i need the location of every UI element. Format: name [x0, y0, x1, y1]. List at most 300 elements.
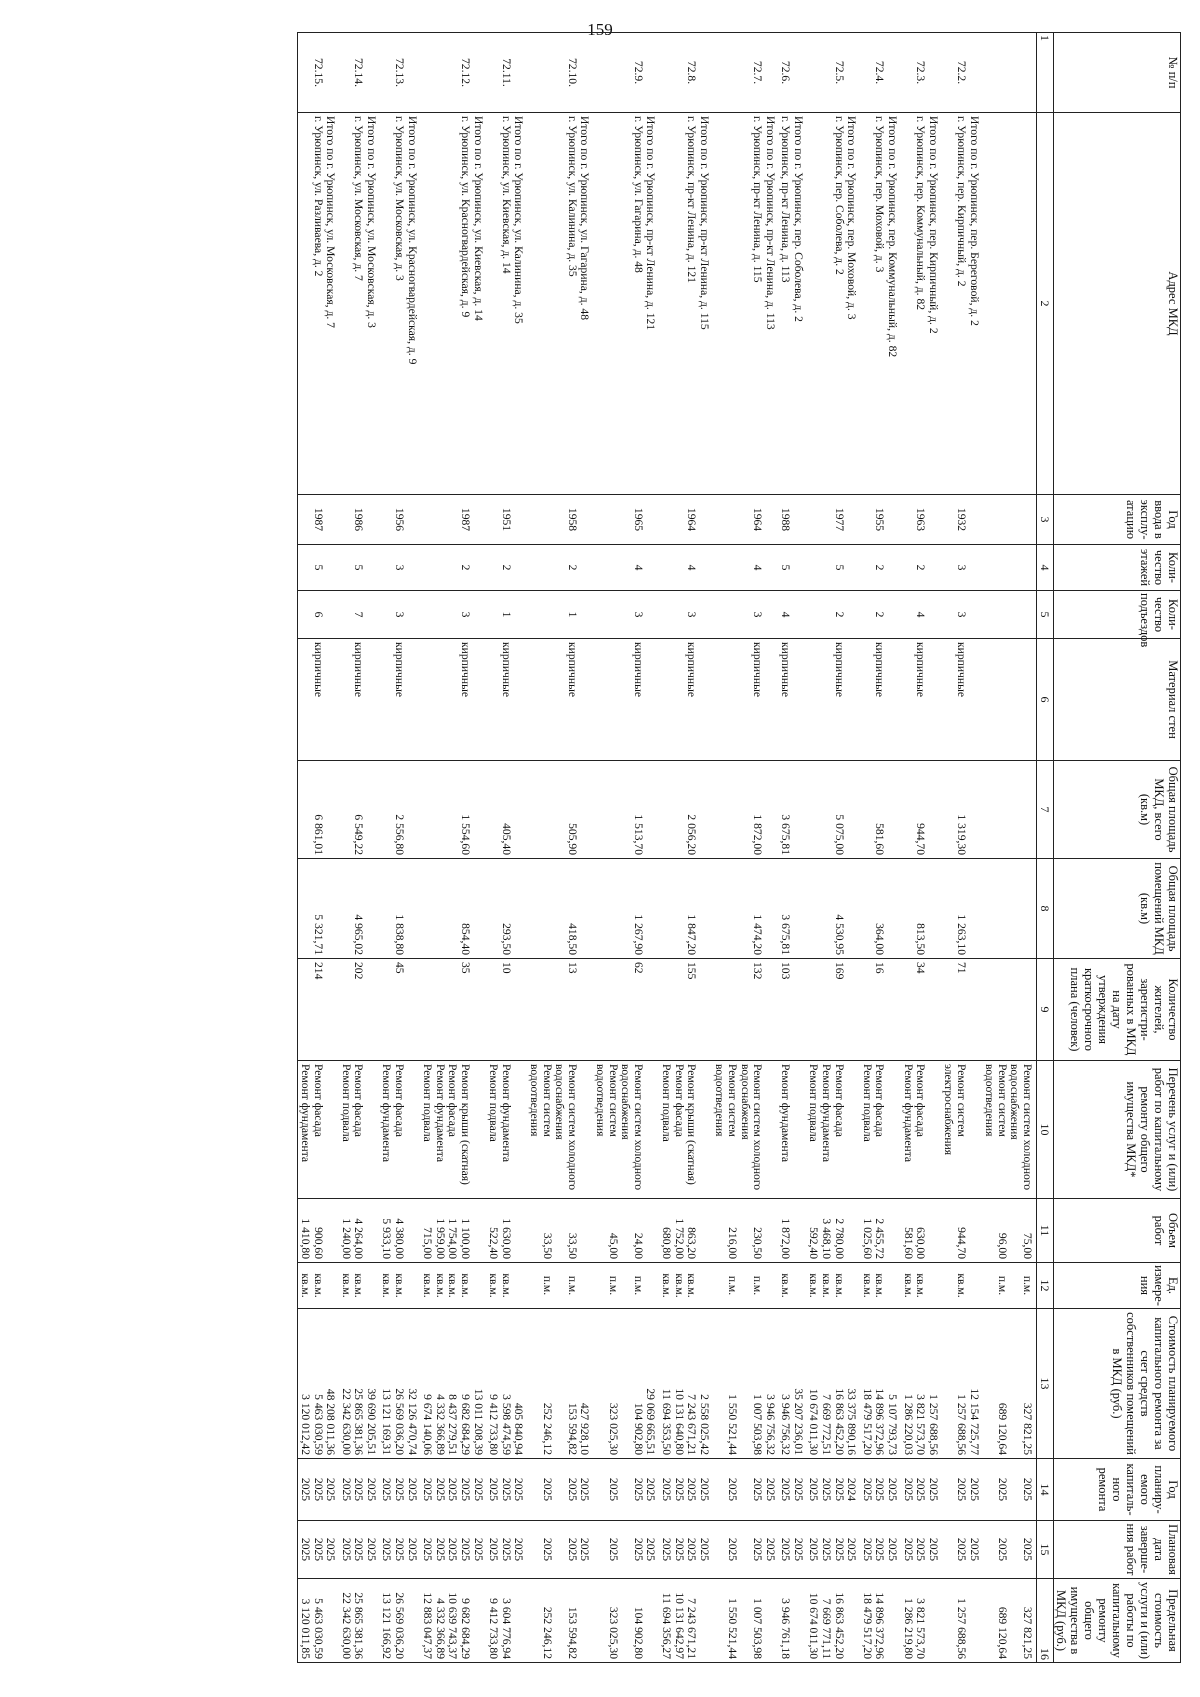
- row-repair-year-line: 2025: [672, 1477, 686, 1502]
- row-repair-year: [593, 1459, 618, 1521]
- row-limit-cost-line: 13 121 166,92: [380, 1592, 394, 1659]
- row-due-date-line: 2025: [393, 1537, 407, 1562]
- row-due-date: [619, 1521, 644, 1579]
- row-entrances: [593, 591, 618, 639]
- row-works: [405, 1061, 421, 1199]
- row-repair-year: [779, 1459, 792, 1521]
- row-floors: [885, 545, 901, 591]
- row-unit-line: кв.м.: [352, 1273, 366, 1298]
- row-repair-year-line: 2025: [955, 1477, 969, 1502]
- row-number: [578, 33, 594, 113]
- row-wall-material: [593, 639, 618, 761]
- row-limit-cost: [339, 1579, 364, 1663]
- row-limit-cost: [901, 1579, 926, 1663]
- row-floors: [405, 545, 421, 591]
- row-limit-cost: [619, 1579, 644, 1663]
- row-cost: [364, 1309, 380, 1459]
- row-floors: 2: [421, 545, 471, 591]
- row-unit-line: кв.м.: [832, 1273, 846, 1298]
- row-repair-year-line: 2025: [659, 1477, 673, 1502]
- row-year-built: 1956: [380, 495, 405, 545]
- row-unit: [967, 1263, 983, 1309]
- row-premises-area: 854,40: [421, 859, 471, 959]
- colnum-8: 8: [1037, 859, 1054, 959]
- row-entrances: 3: [738, 591, 763, 639]
- row-due-date-line: 2025: [967, 1537, 981, 1562]
- row-entrances: [1008, 591, 1037, 639]
- row-premises-area: 364,00: [860, 859, 885, 959]
- row-address: г. Урюпинск, ул. Московская, д. 3: [380, 113, 405, 495]
- colnum-2: 2: [1037, 113, 1054, 495]
- row-limit-cost-line: 1 007 503,98: [751, 1598, 765, 1659]
- row-volume-line: 1 025,60: [860, 1218, 874, 1259]
- colnum-15: 15: [1037, 1521, 1054, 1579]
- row-works-line: Ремонт фундамента: [779, 1064, 793, 1163]
- row-due-date: [593, 1521, 618, 1579]
- row-cost-line: 26 569 036,20: [393, 1388, 407, 1455]
- row-works: [578, 1061, 594, 1199]
- row-premises-area: 1 267,90: [619, 859, 644, 959]
- row-residents: [763, 959, 779, 1061]
- row-number: 72.9.: [619, 33, 644, 113]
- row-unit: [1008, 1263, 1037, 1309]
- header-wall-material: Материал стен: [1054, 639, 1181, 761]
- row-repair-year-line: 2025: [873, 1477, 887, 1502]
- row-due-date-line: 2025: [860, 1537, 874, 1562]
- row-entrances: [578, 591, 594, 639]
- row-works: [885, 1061, 901, 1199]
- header-total-area: Общая площадь МКД, всего (кв.м): [1054, 761, 1181, 859]
- row-premises-area: [364, 859, 380, 959]
- row-due-date: [942, 1521, 967, 1579]
- row-volume-line: 1 240,00: [339, 1218, 353, 1259]
- row-total-area: [578, 761, 594, 859]
- row-limit-cost: [578, 1579, 594, 1663]
- row-limit-cost: [659, 1579, 697, 1663]
- row-address: Итого по г. Урюпинск, пр-кт Ленина, д. 113: [763, 113, 779, 495]
- row-limit-cost-line: 252 246,12: [540, 1606, 554, 1659]
- row-unit-line: кв.м.: [955, 1273, 969, 1298]
- row-year-built: [644, 495, 660, 545]
- row-number: [512, 33, 528, 113]
- row-cost-line: 153 594,82: [565, 1402, 579, 1455]
- row-limit-cost-line: 10 639 743,37: [446, 1592, 460, 1659]
- row-limit-cost: [942, 1579, 967, 1663]
- row-volume: [860, 1199, 885, 1263]
- row-unit: [527, 1263, 552, 1309]
- row-due-date-line: 2025: [339, 1537, 353, 1562]
- row-repair-year: [967, 1459, 983, 1521]
- row-works-line: Ремонт систем холодного: [751, 1064, 765, 1191]
- row-address: г. Урюпинск, пер. Соболева, д. 2: [807, 113, 845, 495]
- row-address: Итого по г. Урюпинск, пер. Коммунальный, д. 82: [885, 113, 901, 495]
- row-total-area: [324, 761, 340, 859]
- row-address: г. Урюпинск, пр-кт Ленина, д. 121: [659, 113, 697, 495]
- row-due-date: [659, 1521, 697, 1579]
- row-volume: [339, 1199, 364, 1263]
- row-due-date: [885, 1521, 901, 1579]
- row-works: [364, 1061, 380, 1199]
- row-cost: [421, 1309, 471, 1459]
- total-row: [324, 33, 340, 1663]
- row-premises-area: 1 847,20: [659, 859, 697, 959]
- row-limit-cost-line: 3 604 776,94: [499, 1598, 513, 1659]
- row-cost-line: 3 598 474,59: [499, 1394, 513, 1455]
- row-repair-year-line: 2025: [380, 1477, 394, 1502]
- row-limit-cost: [1008, 1579, 1037, 1663]
- row-due-date-line: 2025: [446, 1537, 460, 1562]
- row-due-date: [807, 1521, 845, 1579]
- row-unit: [845, 1263, 861, 1309]
- row-repair-year: [405, 1459, 421, 1521]
- row-entrances: 7: [339, 591, 364, 639]
- row-limit-cost: [885, 1579, 901, 1663]
- row-cost-line: 10 131 640,80: [672, 1388, 686, 1455]
- row-repair-year-line: 2025: [578, 1477, 592, 1502]
- row-works: [807, 1061, 845, 1199]
- row-cost-line: 1 286 220,03: [901, 1394, 915, 1455]
- row-unit-line: кв.м.: [901, 1273, 915, 1298]
- row-entrances: 6: [298, 591, 324, 639]
- row-number: [364, 33, 380, 113]
- row-wall-material: [967, 639, 983, 761]
- row-wall-material: кирпичные: [298, 639, 324, 761]
- row-repair-year-line: 2024: [845, 1477, 859, 1502]
- column-number-row: [1037, 33, 1054, 1663]
- row-repair-year-line: 2025: [405, 1477, 419, 1502]
- row-premises-area: [512, 859, 528, 959]
- row-repair-year-line: 2025: [487, 1477, 501, 1502]
- row-address: Итого по г. Урюпинск, ул. Калинина, д. 35: [512, 113, 528, 495]
- row-total-area: [644, 761, 660, 859]
- row-limit-cost: [324, 1579, 340, 1663]
- row-unit: [364, 1263, 380, 1309]
- row-cost-line: 33 375 890,16: [845, 1388, 859, 1455]
- row-total-area: [926, 761, 942, 859]
- row-unit: [713, 1263, 738, 1309]
- table-row: [421, 33, 471, 1663]
- row-year-built: 1988: [779, 495, 792, 545]
- row-number: [471, 33, 487, 113]
- row-number: 72.15.: [298, 33, 324, 113]
- row-residents: [1008, 959, 1037, 1061]
- row-year-built: [471, 495, 487, 545]
- row-floors: 3: [380, 545, 405, 591]
- row-total-area: [967, 761, 983, 859]
- row-address: Итого по г. Урюпинск, пер. Кирпичный, д. 2: [926, 113, 942, 495]
- row-total-area: [983, 761, 1008, 859]
- row-residents: 103: [779, 959, 792, 1061]
- row-cost-line: 3 821 573,70: [914, 1394, 928, 1455]
- row-residents: [697, 959, 713, 1061]
- row-entrances: [405, 591, 421, 639]
- table-row: [983, 33, 1008, 1663]
- row-floors: 4: [619, 545, 644, 591]
- colnum-12: 12: [1037, 1263, 1054, 1309]
- row-due-date-line: 2025: [807, 1537, 821, 1562]
- row-due-date: [324, 1521, 340, 1579]
- row-year-built: 1977: [807, 495, 845, 545]
- row-cost: [593, 1309, 618, 1459]
- row-limit-cost-line: 14 896 372,96: [873, 1592, 887, 1659]
- row-limit-cost: [421, 1579, 471, 1663]
- row-works: [644, 1061, 660, 1199]
- row-cost-line: 252 246,12: [540, 1402, 554, 1455]
- row-entrances: 4: [779, 591, 792, 639]
- colnum-3: 3: [1037, 495, 1054, 545]
- row-year-built: [593, 495, 618, 545]
- row-cost-line: 9 674 140,06: [421, 1394, 435, 1455]
- colnum-11: 11: [1037, 1199, 1054, 1263]
- row-floors: 4: [738, 545, 763, 591]
- row-residents: [967, 959, 983, 1061]
- row-number: 72.14.: [339, 33, 364, 113]
- row-repair-year-line: 2025: [926, 1477, 940, 1502]
- row-limit-cost: [791, 1579, 807, 1663]
- row-volume: [738, 1199, 763, 1263]
- row-works: [967, 1061, 983, 1199]
- row-wall-material: [644, 639, 660, 761]
- row-cost: [942, 1309, 967, 1459]
- row-works-line: водоснабжения: [738, 1064, 752, 1140]
- row-entrances: [983, 591, 1008, 639]
- row-due-date-line: 2025: [364, 1537, 378, 1562]
- row-wall-material: кирпичные: [339, 639, 364, 761]
- row-residents: 214: [298, 959, 324, 1061]
- row-entrances: [845, 591, 861, 639]
- row-unit: [339, 1263, 364, 1309]
- row-due-date: [512, 1521, 528, 1579]
- row-limit-cost: [713, 1579, 738, 1663]
- row-repair-year-line: 2025: [364, 1477, 378, 1502]
- row-premises-area: 5 321,71: [298, 859, 324, 959]
- row-repair-year-line: 2025: [471, 1477, 485, 1502]
- row-volume: [324, 1199, 340, 1263]
- colnum-5: 5: [1037, 591, 1054, 639]
- row-total-area: [364, 761, 380, 859]
- row-entrances: [697, 591, 713, 639]
- row-unit: [942, 1263, 967, 1309]
- row-year-built: 1987: [421, 495, 471, 545]
- row-entrances: 2: [860, 591, 885, 639]
- row-premises-area: [405, 859, 421, 959]
- row-repair-year-line: 2025: [393, 1477, 407, 1502]
- row-total-area: [697, 761, 713, 859]
- row-works: [713, 1061, 738, 1199]
- row-entrances: 3: [380, 591, 405, 639]
- row-cost: [659, 1309, 697, 1459]
- row-residents: [885, 959, 901, 1061]
- row-repair-year: [471, 1459, 487, 1521]
- row-cost-line: 8 437 279,51: [446, 1394, 460, 1455]
- row-address: Итого по г. Урюпинск, пр-кт Ленина, д. 121: [644, 113, 660, 495]
- row-year-built: [845, 495, 861, 545]
- row-works-line: Ремонт систем холодного: [1021, 1064, 1034, 1191]
- row-floors: 2: [860, 545, 885, 591]
- row-limit-cost: [807, 1579, 845, 1663]
- row-works-line: Ремонт систем холодного: [565, 1064, 579, 1191]
- row-premises-area: [644, 859, 660, 959]
- row-total-area: [845, 761, 861, 859]
- row-cost-line: 29 069 665,51: [644, 1388, 658, 1455]
- row-due-date-line: 2025: [606, 1537, 620, 1562]
- row-repair-year: [807, 1459, 845, 1521]
- row-volume: [713, 1199, 738, 1263]
- row-address: [713, 113, 738, 495]
- row-unit-line: кв.м.: [339, 1273, 353, 1298]
- row-due-date-line: 2025: [631, 1537, 645, 1562]
- row-cost: [738, 1309, 763, 1459]
- row-repair-year-line: 2025: [886, 1477, 900, 1502]
- row-cost: [983, 1309, 1008, 1459]
- row-repair-year: [659, 1459, 697, 1521]
- row-repair-year-line: 2025: [446, 1477, 460, 1502]
- rotated-table-area: [33, 32, 1181, 1662]
- row-cost: [860, 1309, 885, 1459]
- row-works-line: Ремонт подвала: [421, 1064, 435, 1142]
- row-works: [901, 1061, 926, 1199]
- row-works: [512, 1061, 528, 1199]
- row-cost-line: 7 243 671,21: [685, 1394, 699, 1455]
- row-premises-area: 1 263,10: [942, 859, 967, 959]
- row-cost-line: 4 332 366,89: [433, 1394, 447, 1455]
- row-premises-area: [763, 859, 779, 959]
- row-entrances: 3: [421, 591, 471, 639]
- row-address: [1008, 113, 1037, 495]
- row-year-built: [364, 495, 380, 545]
- row-cost-line: 9 682 684,29: [459, 1394, 473, 1455]
- row-address: [527, 113, 552, 495]
- row-address: г. Урюпинск, пр-кт Ленина, д. 113: [779, 113, 792, 495]
- row-volume-line: 5 933,10: [380, 1218, 394, 1259]
- row-cost: [791, 1309, 807, 1459]
- row-cost: [779, 1309, 792, 1459]
- row-works: [738, 1061, 763, 1199]
- row-floors: [593, 545, 618, 591]
- row-address: г. Урюпинск, пер. Моховой, д. 3: [860, 113, 885, 495]
- row-works: [339, 1061, 364, 1199]
- table-body: [298, 33, 1037, 1663]
- row-limit-cost-line: 1 286 219,80: [901, 1598, 915, 1659]
- row-due-date-line: 2025: [995, 1537, 1009, 1562]
- row-entrances: 3: [942, 591, 967, 639]
- row-residents: [578, 959, 594, 1061]
- row-repair-year-line: 2025: [433, 1477, 447, 1502]
- row-premises-area: [324, 859, 340, 959]
- row-unit: [593, 1263, 618, 1309]
- header-works: Перечень услуг и (или) работ по капитальному ремонту общего имущества МКД*: [1054, 1061, 1181, 1199]
- row-unit: [926, 1263, 942, 1309]
- row-number: [983, 33, 1008, 113]
- row-wall-material: [885, 639, 901, 761]
- row-limit-cost-line: 1 550 521,44: [725, 1598, 739, 1659]
- row-limit-cost: [405, 1579, 421, 1663]
- table-row: [553, 33, 578, 1663]
- row-repair-year: [901, 1459, 926, 1521]
- row-repair-year-line: 2025: [697, 1477, 711, 1502]
- row-address: г. Урюпинск, пер. Кирпичный, д. 2: [942, 113, 967, 495]
- row-due-date-line: 2025: [324, 1537, 338, 1562]
- row-volume-line: 863,20: [685, 1227, 699, 1259]
- row-cost: [901, 1309, 926, 1459]
- row-repair-year-line: 2025: [995, 1477, 1009, 1502]
- row-limit-cost-line: 3 946 761,18: [779, 1598, 793, 1659]
- row-volume: [659, 1199, 697, 1263]
- row-works-line: Ремонт подвала: [860, 1064, 874, 1142]
- row-volume-line: 4 264,00: [352, 1218, 366, 1259]
- row-wall-material: кирпичные: [380, 639, 405, 761]
- row-limit-cost: [983, 1579, 1008, 1663]
- row-limit-cost-line: 22 342 630,00: [339, 1592, 353, 1659]
- row-due-date: [380, 1521, 405, 1579]
- row-due-date-line: 2025: [499, 1537, 513, 1562]
- row-cost-line: 5 107 793,73: [886, 1394, 900, 1455]
- row-total-area: 944,70: [901, 761, 926, 859]
- row-repair-year: [619, 1459, 644, 1521]
- row-residents: [405, 959, 421, 1061]
- row-floors: [324, 545, 340, 591]
- row-unit-line: кв.м.: [380, 1273, 394, 1298]
- row-floors: 2: [553, 545, 578, 591]
- row-cost: [885, 1309, 901, 1459]
- table-row: [901, 33, 926, 1663]
- row-unit: [487, 1263, 512, 1309]
- row-due-date: [791, 1521, 807, 1579]
- row-due-date: [738, 1521, 763, 1579]
- row-due-date-line: 2025: [565, 1537, 579, 1562]
- row-unit: [807, 1263, 845, 1309]
- row-limit-cost: [967, 1579, 983, 1663]
- header-floors: Коли-чество этажей: [1054, 545, 1181, 591]
- row-entrances: [967, 591, 983, 639]
- row-works-line: Ремонт систем: [606, 1064, 620, 1137]
- header-premises-area: Общая площадь помещений МКД (кв.м): [1054, 859, 1181, 959]
- row-number: 72.8.: [659, 33, 697, 113]
- row-unit: [885, 1263, 901, 1309]
- row-limit-cost-line: 3 120 011,85: [298, 1598, 312, 1659]
- row-number: 72.12.: [421, 33, 471, 113]
- row-total-area: [471, 761, 487, 859]
- row-volume: [791, 1199, 807, 1263]
- row-limit-cost-line: 18 479 517,20: [860, 1592, 874, 1659]
- row-volume: [527, 1199, 552, 1263]
- row-year-built: 1951: [487, 495, 512, 545]
- row-due-date: [578, 1521, 594, 1579]
- row-cost-line: 327 821,25: [1021, 1402, 1034, 1455]
- row-floors: [512, 545, 528, 591]
- row-repair-year-line: 2025: [540, 1477, 554, 1502]
- row-due-date-line: 2025: [578, 1537, 592, 1562]
- row-entrances: 2: [807, 591, 845, 639]
- row-wall-material: [763, 639, 779, 761]
- total-row: [697, 33, 713, 1663]
- row-volume-line: 2 780,00: [832, 1218, 846, 1259]
- row-wall-material: кирпичные: [901, 639, 926, 761]
- row-due-date-line: 2025: [914, 1537, 928, 1562]
- row-volume: [926, 1199, 942, 1263]
- row-repair-year-line: 2025: [914, 1477, 928, 1502]
- row-works-line: Ремонт фундамента: [380, 1064, 394, 1163]
- row-works: [421, 1061, 471, 1199]
- row-year-built: [1008, 495, 1037, 545]
- row-wall-material: [578, 639, 594, 761]
- row-entrances: [512, 591, 528, 639]
- row-entrances: [471, 591, 487, 639]
- row-unit-line: кв.м.: [672, 1273, 686, 1298]
- row-unit-line: п.м.: [725, 1275, 739, 1296]
- row-number: [713, 33, 738, 113]
- row-premises-area: [1008, 859, 1037, 959]
